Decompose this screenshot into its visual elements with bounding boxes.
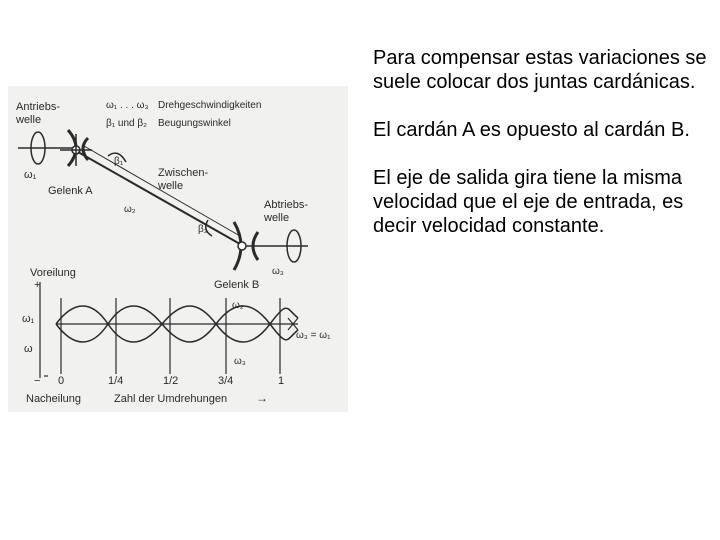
nacheilung-label: Nacheilung bbox=[26, 393, 82, 405]
graph-omega3-label: ω₃ bbox=[234, 356, 246, 367]
abtriebswelle-label-1: Abtriebs- bbox=[264, 199, 309, 211]
beta2-label: β₂ bbox=[198, 224, 208, 235]
voreilung-label: Voreilung bbox=[30, 267, 76, 279]
paragraph-opposite-joints: El cardán A es opuesto al cardán B. bbox=[373, 119, 690, 141]
beta1-label: β₁ bbox=[114, 156, 124, 167]
joint-b-center bbox=[238, 242, 246, 250]
legend-omega-text: Drehgeschwindigkeiten bbox=[158, 100, 262, 111]
omega3-label: ω₃ bbox=[272, 266, 284, 277]
legend-beta-text: Beugungswinkel bbox=[158, 118, 231, 129]
cardan-joint-figure bbox=[8, 86, 348, 412]
intermediate-shaft bbox=[78, 152, 240, 244]
abtriebswelle-label-2: welle bbox=[264, 212, 290, 224]
zwischenwelle-label-2: welle bbox=[158, 180, 184, 192]
tick-label-1-4: 1/4 bbox=[108, 375, 124, 387]
paragraph-constant-velocity: El eje de salida gira tiene la misma velocidad que el eje de entrada, es decir velocidad constante. bbox=[373, 167, 684, 237]
zwischenwelle-label-1: Zwischen- bbox=[158, 167, 209, 179]
antriebswelle-label-2: welle bbox=[16, 114, 42, 126]
tick-label-0: 0 bbox=[58, 375, 65, 387]
tick-label-1: 1 bbox=[278, 375, 285, 387]
zahl-arrow: → bbox=[256, 391, 268, 405]
graph-omega2-label: ω₂ bbox=[232, 300, 244, 311]
minus-sign: − bbox=[34, 375, 41, 387]
legend-beta: β₁ und β₂ bbox=[106, 118, 148, 129]
legend-omega: ω₁ . . . ω₃ bbox=[106, 100, 149, 111]
graph-omega1-label: ω₁ bbox=[22, 313, 35, 325]
cardan-diagram bbox=[8, 86, 348, 412]
zahl-label: Zahl der Umdrehungen bbox=[114, 393, 228, 405]
omega1-label: ω₁ bbox=[24, 169, 37, 181]
graph-omega-label: ω bbox=[24, 343, 33, 355]
tick-label-1-2: 1/2 bbox=[163, 375, 179, 387]
antriebswelle-label-1: Antriebs- bbox=[16, 101, 61, 113]
gelenk-a-label: Gelenk A bbox=[48, 185, 93, 197]
explanation-text bbox=[373, 46, 708, 262]
omega2-label: ω₂ bbox=[124, 204, 136, 215]
plus-sign: + bbox=[34, 279, 41, 291]
graph-equality-label: ω₃ = ω₁ bbox=[296, 330, 331, 341]
gelenk-b-label: Gelenk B bbox=[214, 279, 260, 291]
paragraph-compensation: Para compensar estas variaciones se suele colocar dos juntas cardánicas. bbox=[373, 47, 707, 93]
tick-label-3-4: 3/4 bbox=[218, 375, 234, 387]
